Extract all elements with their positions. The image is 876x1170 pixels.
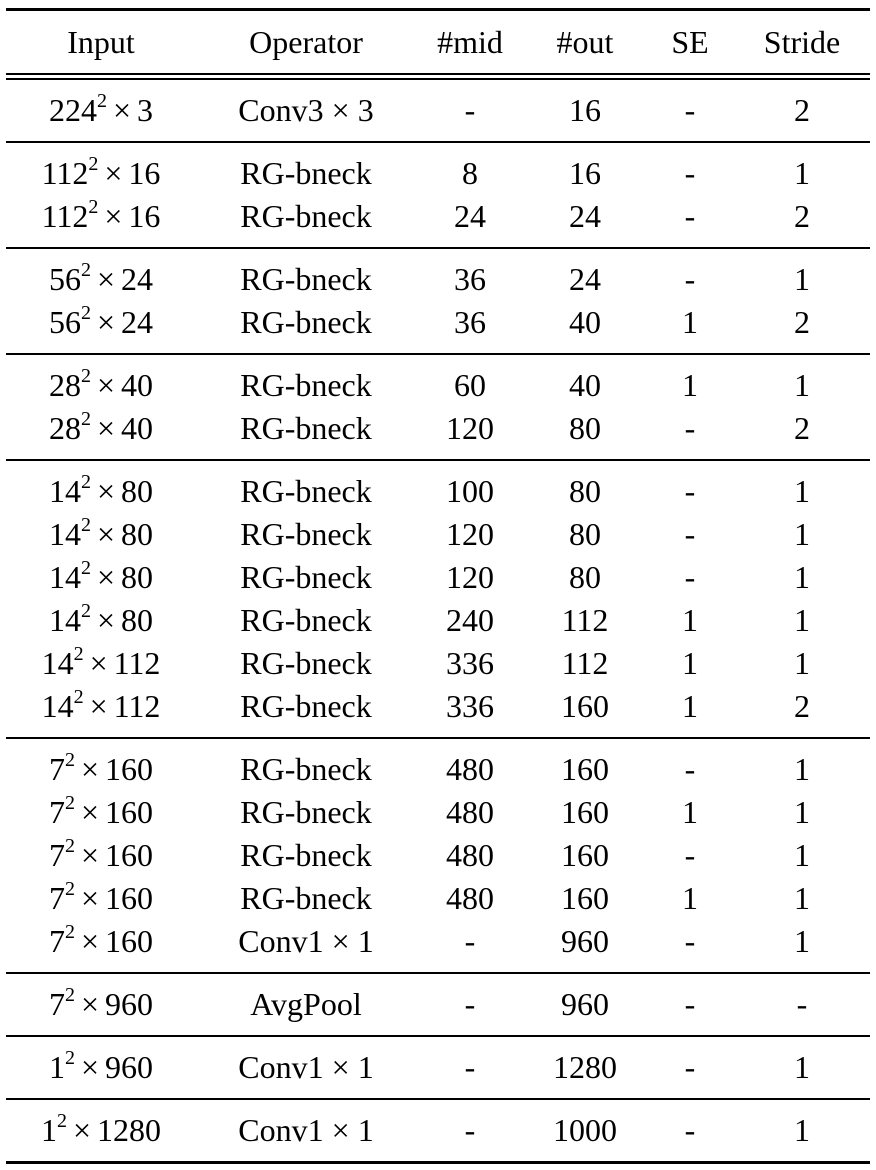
cell-input <box>6 301 196 344</box>
input-spatial: 112 <box>41 198 89 234</box>
cell-mid: - <box>464 923 476 959</box>
times-symbol: × <box>104 198 123 234</box>
times-symbol: × <box>80 751 100 787</box>
cell-stride: 1 <box>794 751 810 787</box>
cell-stride: - <box>796 986 808 1022</box>
input-exponent: 2 <box>80 471 91 493</box>
cell-input <box>6 258 196 301</box>
cell-stride: 1 <box>794 473 810 509</box>
input-exponent: 2 <box>80 514 91 536</box>
cell-operator: Conv1 × 1 <box>238 923 374 959</box>
cell-input <box>6 513 196 556</box>
table-row <box>6 556 870 599</box>
cell-mid: 36 <box>454 304 486 340</box>
input-spatial: 1 <box>48 1049 65 1085</box>
cell-out: 160 <box>561 837 609 873</box>
cell-stride: 2 <box>794 304 810 340</box>
input-spatial: 14 <box>41 645 74 681</box>
header-operator: Operator <box>249 23 363 60</box>
cell-stride: 1 <box>794 923 810 959</box>
cell-se: - <box>684 198 696 234</box>
cell-se: - <box>684 410 696 446</box>
input-channels: 160 <box>105 923 154 959</box>
cell-operator: RG-bneck <box>240 261 372 297</box>
cell-stride: 1 <box>794 880 810 916</box>
input-spatial: 7 <box>48 837 65 873</box>
table-row <box>6 364 870 407</box>
cell-out: 80 <box>569 516 601 552</box>
times-symbol: × <box>80 1049 100 1085</box>
cell-se: 1 <box>682 880 698 916</box>
input-spatial: 28 <box>48 410 81 446</box>
cell-operator: RG-bneck <box>240 155 372 191</box>
table-row <box>6 89 870 132</box>
cell-out: 1280 <box>553 1049 617 1085</box>
cell-se: 1 <box>682 602 698 638</box>
cell-operator: RG-bneck <box>240 688 372 724</box>
input-spatial: 14 <box>48 473 81 509</box>
input-channels: 160 <box>105 837 154 873</box>
cell-mid: 480 <box>446 880 494 916</box>
cell-out: 80 <box>569 473 601 509</box>
cell-stride: 1 <box>794 1112 810 1148</box>
cell-out: 112 <box>561 645 609 681</box>
cell-input <box>6 599 196 642</box>
input-channels: 3 <box>137 92 154 128</box>
cell-out: 160 <box>561 688 609 724</box>
table-row <box>6 791 870 834</box>
header-row <box>6 11 870 73</box>
cell-mid: 60 <box>454 367 486 403</box>
cell-input <box>6 1046 196 1089</box>
input-exponent: 2 <box>64 921 75 943</box>
input-spatial: 1 <box>40 1112 57 1148</box>
input-exponent: 2 <box>80 302 91 324</box>
input-spatial: 7 <box>48 794 65 830</box>
table-row <box>6 301 870 344</box>
input-channels: 160 <box>105 880 154 916</box>
cell-stride: 1 <box>794 645 810 681</box>
cell-stride: 1 <box>794 837 810 873</box>
input-exponent: 2 <box>80 557 91 579</box>
input-exponent: 2 <box>64 878 75 900</box>
cell-input <box>6 642 196 685</box>
table-row <box>6 470 870 513</box>
cell-mid: 120 <box>446 559 494 595</box>
times-symbol: × <box>96 473 116 509</box>
table-row <box>6 513 870 556</box>
cell-operator: RG-bneck <box>240 602 372 638</box>
cell-operator: RG-bneck <box>240 751 372 787</box>
cell-out: 112 <box>561 602 609 638</box>
input-exponent: 2 <box>64 749 75 771</box>
input-spatial: 7 <box>48 923 65 959</box>
row-group <box>6 143 870 247</box>
table-row <box>6 599 870 642</box>
cell-input <box>6 685 196 728</box>
table-row <box>6 1109 870 1152</box>
cell-out: 160 <box>561 751 609 787</box>
cell-mid: 336 <box>446 645 494 681</box>
architecture-table <box>6 8 870 1164</box>
row-group <box>6 249 870 353</box>
times-symbol: × <box>96 410 116 446</box>
input-spatial: 28 <box>48 367 81 403</box>
times-symbol: × <box>112 92 132 128</box>
cell-se: - <box>684 1049 696 1085</box>
cell-se: - <box>684 837 696 873</box>
cell-out: 1000 <box>553 1112 617 1148</box>
input-channels: 40 <box>121 410 154 446</box>
cell-out: 160 <box>561 794 609 830</box>
times-symbol: × <box>72 1112 92 1148</box>
cell-mid: - <box>464 1049 476 1085</box>
times-symbol: × <box>80 880 100 916</box>
cell-input <box>6 470 196 513</box>
table-row <box>6 152 870 195</box>
cell-se: - <box>684 155 696 191</box>
times-symbol: × <box>96 516 116 552</box>
cell-stride: 2 <box>794 92 810 128</box>
row-group <box>6 461 870 737</box>
table-row <box>6 1046 870 1089</box>
cell-operator: RG-bneck <box>240 559 372 595</box>
cell-mid: 480 <box>446 751 494 787</box>
cell-input <box>6 983 196 1026</box>
input-spatial: 224 <box>48 92 97 128</box>
cell-se: 1 <box>682 304 698 340</box>
input-exponent: 2 <box>88 196 99 218</box>
cell-out: 24 <box>569 198 601 234</box>
cell-out: 80 <box>569 559 601 595</box>
cell-input <box>6 1109 196 1152</box>
cell-out: 40 <box>569 304 601 340</box>
header-out: #out <box>556 23 614 60</box>
bottom-rule <box>6 1161 870 1164</box>
row-group <box>6 739 870 972</box>
input-channels: 24 <box>121 304 154 340</box>
cell-se: - <box>684 559 696 595</box>
cell-mid: 120 <box>446 516 494 552</box>
cell-out: 16 <box>569 155 601 191</box>
cell-operator: RG-bneck <box>240 473 372 509</box>
input-exponent: 2 <box>64 1047 75 1069</box>
input-spatial: 14 <box>41 688 74 724</box>
input-channels: 160 <box>105 751 154 787</box>
cell-mid: 336 <box>446 688 494 724</box>
cell-se: 1 <box>682 794 698 830</box>
cell-stride: 2 <box>794 198 810 234</box>
cell-operator: RG-bneck <box>240 794 372 830</box>
cell-operator: Conv3 × 3 <box>238 92 374 128</box>
header-input: Input <box>67 23 135 60</box>
input-channels: 80 <box>121 473 154 509</box>
times-symbol: × <box>104 155 123 191</box>
input-exponent: 2 <box>96 90 107 112</box>
input-channels: 16 <box>128 155 161 191</box>
cell-stride: 1 <box>794 261 810 297</box>
input-spatial: 112 <box>41 155 89 191</box>
cell-mid: - <box>464 986 476 1022</box>
input-exponent: 2 <box>80 600 91 622</box>
cell-input <box>6 152 196 195</box>
cell-mid: 240 <box>446 602 494 638</box>
cell-input <box>6 364 196 407</box>
times-symbol: × <box>80 986 100 1022</box>
input-spatial: 7 <box>48 986 65 1022</box>
row-group <box>6 1037 870 1098</box>
cell-mid: 8 <box>462 155 478 191</box>
times-symbol: × <box>96 602 116 638</box>
cell-stride: 1 <box>794 794 810 830</box>
input-exponent: 2 <box>64 835 75 857</box>
input-exponent: 2 <box>80 365 91 387</box>
table-row <box>6 407 870 450</box>
times-symbol: × <box>96 559 116 595</box>
cell-se: 1 <box>682 688 698 724</box>
cell-stride: 1 <box>794 559 810 595</box>
cell-input <box>6 195 196 238</box>
cell-mid: 480 <box>446 837 494 873</box>
table-row <box>6 748 870 791</box>
cell-operator: RG-bneck <box>240 880 372 916</box>
cell-se: 1 <box>682 645 698 681</box>
times-symbol: × <box>89 645 108 681</box>
input-channels: 112 <box>113 645 161 681</box>
input-spatial: 56 <box>48 304 81 340</box>
input-exponent: 2 <box>56 1110 67 1132</box>
cell-mid: 120 <box>446 410 494 446</box>
header-mid: #mid <box>437 23 503 60</box>
table-row <box>6 983 870 1026</box>
cell-operator: RG-bneck <box>240 410 372 446</box>
cell-operator: Conv1 × 1 <box>238 1112 374 1148</box>
cell-stride: 2 <box>794 688 810 724</box>
cell-input <box>6 920 196 963</box>
times-symbol: × <box>96 261 116 297</box>
cell-input <box>6 556 196 599</box>
input-spatial: 14 <box>48 559 81 595</box>
cell-se: 1 <box>682 367 698 403</box>
cell-mid: - <box>464 1112 476 1148</box>
cell-input <box>6 877 196 920</box>
cell-out: 160 <box>561 880 609 916</box>
input-channels: 960 <box>105 986 154 1022</box>
cell-mid: 480 <box>446 794 494 830</box>
input-channels: 960 <box>105 1049 154 1085</box>
table-row <box>6 834 870 877</box>
cell-se: - <box>684 923 696 959</box>
cell-stride: 1 <box>794 1049 810 1085</box>
input-exponent: 2 <box>73 643 84 665</box>
input-channels: 1280 <box>97 1112 162 1148</box>
table-row <box>6 258 870 301</box>
cell-operator: RG-bneck <box>240 516 372 552</box>
input-exponent: 2 <box>73 686 84 708</box>
row-group <box>6 1100 870 1161</box>
table-row <box>6 877 870 920</box>
cell-stride: 1 <box>794 367 810 403</box>
input-channels: 112 <box>113 688 161 724</box>
times-symbol: × <box>80 794 100 830</box>
cell-stride: 1 <box>794 516 810 552</box>
cell-se: - <box>684 473 696 509</box>
input-spatial: 7 <box>48 880 65 916</box>
cell-se: - <box>684 986 696 1022</box>
cell-out: 960 <box>561 923 609 959</box>
cell-operator: RG-bneck <box>240 645 372 681</box>
times-symbol: × <box>80 837 100 873</box>
cell-operator: RG-bneck <box>240 304 372 340</box>
cell-out: 16 <box>569 92 601 128</box>
input-spatial: 14 <box>48 516 81 552</box>
cell-se: - <box>684 261 696 297</box>
cell-se: - <box>684 751 696 787</box>
cell-operator: RG-bneck <box>240 837 372 873</box>
cell-se: - <box>684 92 696 128</box>
times-symbol: × <box>96 367 116 403</box>
table-body <box>6 80 870 1164</box>
row-group <box>6 80 870 141</box>
cell-se: - <box>684 1112 696 1148</box>
table-row <box>6 195 870 238</box>
input-spatial: 7 <box>48 751 65 787</box>
header-se: SE <box>671 23 709 60</box>
times-symbol: × <box>89 688 108 724</box>
table-row <box>6 642 870 685</box>
cell-operator: Conv1 × 1 <box>238 1049 374 1085</box>
cell-input <box>6 89 196 132</box>
input-spatial: 56 <box>48 261 81 297</box>
header-stride: Stride <box>763 23 841 60</box>
cell-stride: 1 <box>794 602 810 638</box>
cell-input <box>6 407 196 450</box>
row-group <box>6 974 870 1035</box>
input-exponent: 2 <box>64 984 75 1006</box>
input-channels: 160 <box>105 794 154 830</box>
cell-stride: 1 <box>794 155 810 191</box>
cell-operator: RG-bneck <box>240 198 372 234</box>
cell-operator: AvgPool <box>250 986 362 1022</box>
input-exponent: 2 <box>64 792 75 814</box>
cell-out: 40 <box>569 367 601 403</box>
cell-operator: RG-bneck <box>240 367 372 403</box>
input-spatial: 14 <box>48 602 81 638</box>
cell-input <box>6 791 196 834</box>
input-channels: 80 <box>121 559 154 595</box>
times-symbol: × <box>80 923 100 959</box>
cell-se: - <box>684 516 696 552</box>
row-group <box>6 355 870 459</box>
cell-stride: 2 <box>794 410 810 446</box>
table-row <box>6 920 870 963</box>
cell-input <box>6 834 196 877</box>
times-symbol: × <box>96 304 116 340</box>
cell-out: 960 <box>561 986 609 1022</box>
cell-mid: 100 <box>446 473 494 509</box>
input-exponent: 2 <box>80 259 91 281</box>
cell-mid: 36 <box>454 261 486 297</box>
input-channels: 80 <box>121 516 154 552</box>
cell-mid: 24 <box>454 198 486 234</box>
table-row <box>6 685 870 728</box>
cell-input <box>6 748 196 791</box>
input-channels: 24 <box>121 261 154 297</box>
input-exponent: 2 <box>88 153 99 175</box>
input-channels: 16 <box>128 198 161 234</box>
cell-out: 80 <box>569 410 601 446</box>
cell-out: 24 <box>569 261 601 297</box>
cell-mid: - <box>464 92 476 128</box>
input-channels: 80 <box>121 602 154 638</box>
input-channels: 40 <box>121 367 154 403</box>
input-exponent: 2 <box>80 408 91 430</box>
